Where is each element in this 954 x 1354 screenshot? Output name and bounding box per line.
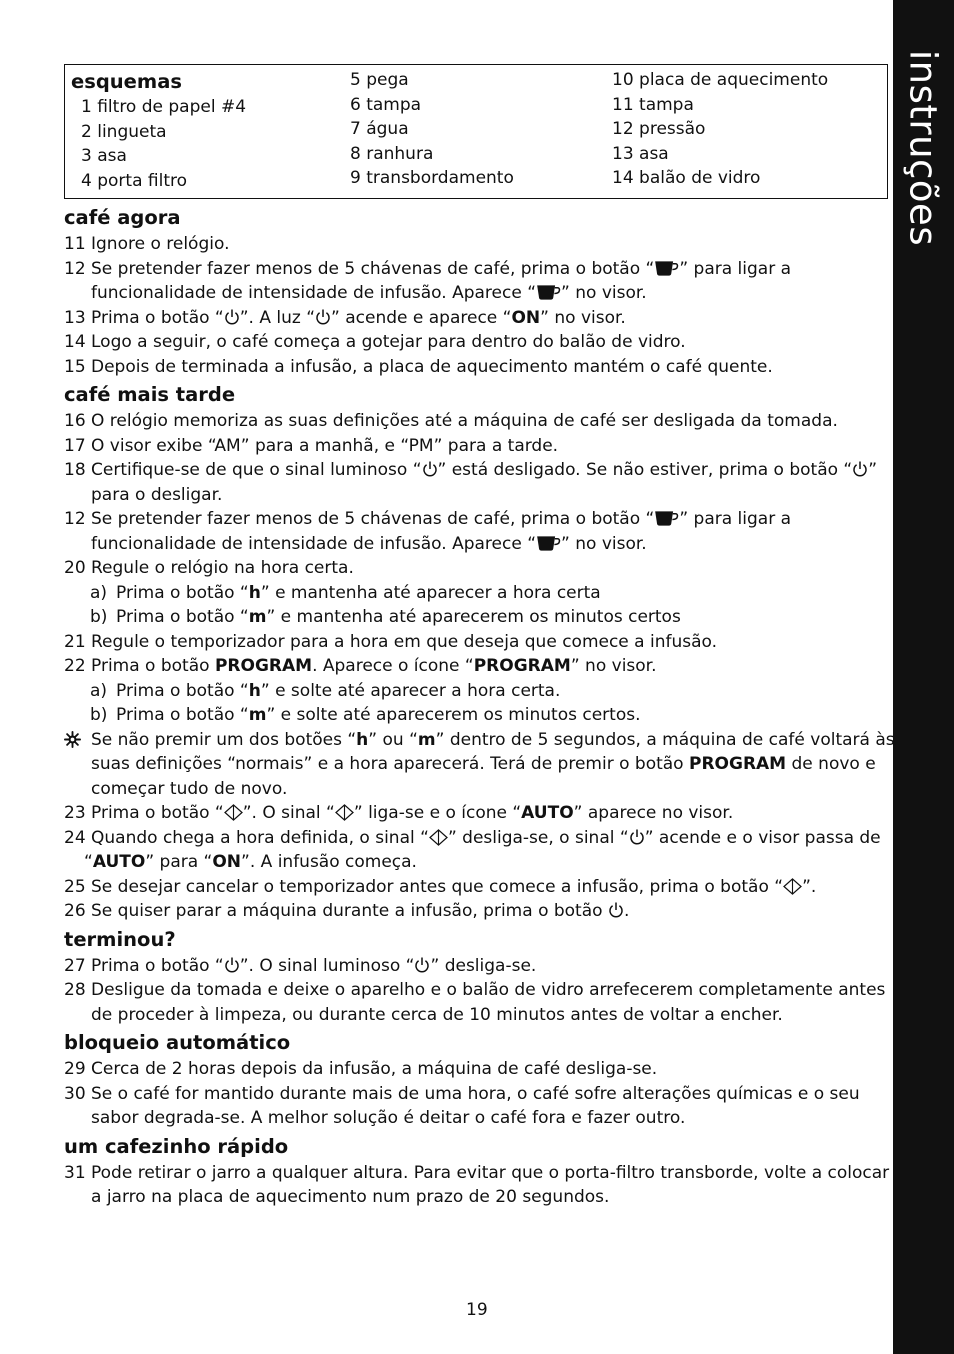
- step-text: O relógio memoriza as suas definições até a máquina de café ser desligada da tomada.: [91, 411, 838, 431]
- power-icon: [629, 828, 645, 846]
- step-22a: [64, 679, 890, 704]
- step-text: ”. A luz “: [239, 307, 316, 328]
- tip-text: suas definições “normais” e a hora aparecerá. Terá de premir o botão: [91, 754, 689, 774]
- step-text: Prima o botão “: [91, 955, 224, 976]
- step-text: Prima o botão “: [116, 607, 249, 627]
- step-text: de proceder à limpeza, ou durante cerca de 10 minutos antes de voltar a encher.: [91, 1004, 783, 1025]
- step-text: Regule o temporizador para a hora em que deseja que comece a infusão.: [91, 631, 718, 652]
- step-text: Cerca de 2 horas depois da infusão, a máquina de café desliga-se.: [91, 1059, 658, 1079]
- step-31-continued: [64, 1185, 890, 1210]
- step-text: funcionalidade de intensidade de infusão. Aparece “: [91, 283, 537, 303]
- step-number: 16: [64, 411, 86, 431]
- tip-text: ” ou “: [368, 729, 418, 750]
- step-text: Prima o botão: [91, 656, 215, 676]
- part-item: 11 tampa: [612, 94, 694, 115]
- step-14: [64, 330, 890, 355]
- part-item: 4 porta filtro: [81, 170, 188, 191]
- step-18: [64, 458, 890, 483]
- tip-text: começar tudo de novo.: [91, 778, 288, 799]
- step-20: [64, 556, 890, 581]
- power-icon: [224, 308, 240, 326]
- step-text: ” no visor.: [540, 307, 626, 328]
- display-on-label: ON: [212, 852, 242, 872]
- minute-key-label: m: [248, 705, 267, 725]
- strength-cup-icon: [536, 535, 561, 552]
- step-text: O visor exibe “AM” para a manhã, e “PM” para a tarde.: [91, 435, 559, 456]
- step-text: Prima o botão “: [116, 582, 249, 603]
- step-22b: [64, 703, 890, 728]
- step-text: ” aparece no visor.: [573, 803, 734, 823]
- tip-text: Se não premir um dos botões “: [91, 729, 357, 750]
- step-text: Prima o botão “: [91, 803, 224, 823]
- part-item: 6 tampa: [350, 94, 422, 115]
- step-number: 27: [64, 955, 86, 976]
- section-title-cafe-mais-tarde: café mais tarde: [64, 383, 236, 406]
- step-number: 26: [64, 901, 86, 921]
- step-number: 11: [64, 234, 86, 254]
- step-16: [64, 409, 890, 434]
- step-text: . Aparece o ícone “: [312, 656, 474, 676]
- step-text: “: [84, 852, 93, 872]
- step-17: [64, 434, 890, 459]
- minute-key-label: m: [248, 607, 267, 627]
- auto-diamond-icon: [224, 804, 243, 821]
- strength-cup-icon: [654, 510, 679, 527]
- step-28-continued: [64, 1003, 890, 1028]
- step-number: 30: [64, 1083, 86, 1104]
- tip-star-icon: [64, 731, 81, 748]
- step-30-continued: [64, 1106, 890, 1131]
- step-11: [64, 232, 890, 257]
- step-24: [64, 826, 890, 851]
- step-12b: [64, 507, 890, 532]
- step-21: [64, 630, 890, 655]
- step-text: ” e mantenha até aparecer a hora certa: [260, 582, 601, 603]
- step-text: ” acende e o visor passa de: [644, 827, 881, 848]
- step-text: ” no visor.: [561, 283, 647, 303]
- step-text: Regule o relógio na hora certa.: [91, 558, 354, 578]
- step-text: Se pretender fazer menos de 5 chávenas de café, prima o botão “: [91, 258, 655, 279]
- step-text: Pode retirar o jarro a qualquer altura. Para evitar que o porta-filtro transborde, volte a colocar: [91, 1162, 890, 1183]
- step-text: ” para ligar a: [679, 258, 792, 279]
- substep-letter: b): [90, 705, 108, 725]
- side-tab-title: instruções: [901, 49, 945, 247]
- step-number: 20: [64, 558, 86, 578]
- step-text: ” no visor.: [561, 533, 647, 554]
- tip-note-continued: [64, 777, 890, 802]
- step-text: a jarro na placa de aquecimento num prazo de 20 segundos.: [91, 1187, 610, 1207]
- part-item: 10 placa de aquecimento: [612, 70, 829, 90]
- auto-diamond-icon: [783, 878, 802, 895]
- step-number: 31: [64, 1162, 86, 1183]
- parts-column-2: [350, 68, 514, 191]
- step-text: Logo a seguir, o café começa a gotejar para dentro do balão de vidro.: [91, 332, 686, 352]
- step-12: [64, 257, 890, 282]
- step-12b-continued: [64, 532, 890, 557]
- step-text: ” liga-se e o ícone “: [353, 803, 522, 823]
- part-item: 14 balão de vidro: [612, 168, 761, 188]
- step-28: [64, 978, 890, 1003]
- step-number: 18: [64, 460, 86, 480]
- part-item: 5 pega: [350, 70, 409, 90]
- step-25: [64, 875, 890, 900]
- step-18-continued: [64, 483, 890, 508]
- step-text: Se pretender fazer menos de 5 chávenas de café, prima o botão “: [91, 509, 655, 529]
- step-text: Prima o botão “: [116, 680, 249, 701]
- step-text: ” no visor.: [570, 656, 657, 676]
- substep-letter: b): [90, 607, 108, 627]
- step-24-continued: [64, 850, 890, 875]
- part-item: 8 ranhura: [350, 143, 434, 164]
- step-text: Depois de terminada a infusão, a placa de aquecimento mantém o café quente.: [91, 356, 773, 377]
- strength-cup-icon: [654, 260, 679, 277]
- tip-note: [64, 728, 895, 753]
- part-item: 7 água: [350, 119, 409, 139]
- step-text: Se quiser parar a máquina durante a infusão, prima o botão: [91, 901, 608, 921]
- minute-key-label: m: [417, 729, 436, 750]
- step-15: [64, 355, 890, 380]
- auto-diamond-icon: [429, 829, 448, 846]
- step-text: para o desligar.: [91, 484, 223, 505]
- step-29: [64, 1057, 890, 1082]
- step-number: 29: [64, 1059, 86, 1079]
- hour-key-label: h: [356, 729, 369, 750]
- step-text: ”: [868, 460, 878, 480]
- tip-text: ” dentro de 5 segundos, a máquina de café voltará às: [435, 729, 895, 750]
- power-icon: [414, 956, 430, 974]
- step-text: ” desliga-se, o sinal “: [447, 827, 629, 848]
- substep-letter: a): [90, 680, 108, 701]
- side-tab: [893, 0, 954, 1354]
- display-on-label: ON: [511, 307, 541, 328]
- power-icon: [224, 956, 240, 974]
- step-text: .: [623, 901, 630, 921]
- part-item: 9 transbordamento: [350, 168, 514, 188]
- part-item: 2 lingueta: [81, 121, 167, 142]
- step-20a: [64, 581, 890, 606]
- step-text: Prima o botão “: [91, 307, 224, 328]
- step-number: 17: [64, 435, 86, 456]
- step-text: sabor degrada-se. A melhor solução é deitar o café fora e fazer outro.: [91, 1108, 686, 1128]
- hour-key-label: h: [248, 582, 261, 603]
- power-icon: [422, 460, 438, 478]
- step-text: Se desejar cancelar o temporizador antes que comece a infusão, prima o botão “: [91, 876, 784, 897]
- step-13: [64, 306, 890, 331]
- section-title-cafezinho: um cafezinho rápido: [64, 1134, 289, 1158]
- step-27: [64, 954, 890, 979]
- step-22: [64, 654, 890, 679]
- page-number: 19: [466, 1300, 488, 1320]
- step-number: 12: [64, 509, 86, 529]
- parts-legend-box: [64, 64, 888, 199]
- step-30: [64, 1082, 890, 1107]
- step-12-continued: [64, 281, 890, 306]
- strength-cup-icon: [536, 284, 561, 301]
- step-text: ”. O sinal luminoso “: [239, 955, 415, 976]
- step-text: ”.: [802, 876, 817, 897]
- step-text: Se o café for mantido durante mais de uma hora, o café sofre alterações químicas e o seu: [91, 1083, 860, 1104]
- step-text: ”. O sinal “: [242, 803, 335, 823]
- step-text: ”. A infusão começa.: [241, 852, 417, 872]
- program-key-label: PROGRAM: [214, 656, 313, 676]
- step-number: 22: [64, 656, 86, 676]
- auto-diamond-icon: [335, 804, 354, 821]
- display-auto-label: AUTO: [92, 852, 146, 872]
- step-text: Quando chega a hora definida, o sinal “: [91, 827, 429, 848]
- step-20b: [64, 605, 890, 630]
- step-number: 12: [64, 258, 86, 279]
- power-icon: [315, 308, 331, 326]
- tip-note-continued: [64, 752, 890, 777]
- step-number: 13: [64, 307, 86, 328]
- step-31: [64, 1161, 890, 1186]
- program-key-label: PROGRAM: [473, 656, 571, 676]
- parts-column-3: [612, 68, 828, 191]
- power-icon: [608, 901, 624, 919]
- step-text: funcionalidade de intensidade de infusão. Aparece “: [91, 533, 537, 554]
- step-text: ” acende e aparece “: [331, 307, 512, 328]
- parts-column-1: [71, 69, 246, 193]
- tip-text: de novo e: [786, 754, 876, 774]
- step-23: [64, 801, 890, 826]
- power-icon: [852, 460, 868, 478]
- step-number: 14: [64, 332, 86, 352]
- step-text: ” e solte até aparecerem os minutos certos.: [266, 705, 641, 725]
- step-text: Prima o botão “: [116, 705, 249, 725]
- step-text: ” para ligar a: [679, 509, 792, 529]
- part-item: 3 asa: [81, 146, 127, 166]
- step-text: ” está desligado. Se não estiver, prima o botão “: [437, 460, 853, 480]
- instructions-body: [64, 202, 895, 1210]
- step-number: 21: [64, 631, 86, 652]
- step-number: 15: [64, 356, 86, 377]
- hour-key-label: h: [248, 680, 261, 701]
- substep-letter: a): [90, 582, 108, 603]
- step-number: 24: [64, 827, 86, 848]
- step-26: [64, 899, 890, 924]
- step-text: Desligue da tomada e deixe o aparelho e o balão de vidro arrefecerem completamente antes: [91, 980, 886, 1000]
- part-item: 12 pressão: [612, 119, 706, 139]
- section-title-cafe-agora: café agora: [64, 206, 181, 229]
- step-text: ” e solte até aparecer a hora certa.: [260, 680, 561, 701]
- display-auto-label: AUTO: [521, 803, 574, 823]
- step-number: 25: [64, 876, 86, 897]
- section-title-terminou: terminou?: [64, 927, 176, 951]
- parts-title: esquemas: [71, 70, 182, 93]
- step-text: ” desliga-se.: [430, 955, 537, 976]
- step-text: ” para “: [145, 852, 213, 872]
- part-item: 13 asa: [612, 143, 669, 164]
- part-item: 1 filtro de papel #4: [81, 97, 247, 117]
- program-key-label: PROGRAM: [688, 754, 787, 774]
- step-text: Certifique-se de que o sinal luminoso “: [91, 460, 422, 480]
- step-text: ” e mantenha até aparecerem os minutos certos: [266, 607, 681, 627]
- step-number: 23: [64, 803, 86, 823]
- step-text: Ignore o relógio.: [91, 234, 230, 254]
- step-number: 28: [64, 980, 86, 1000]
- section-title-bloqueio: bloqueio automático: [64, 1031, 291, 1054]
